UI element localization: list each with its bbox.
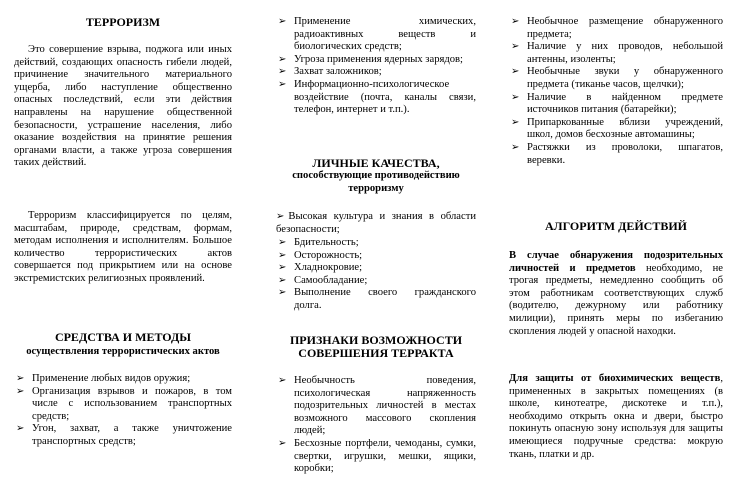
list-item: ➢ Угон, захват, а также уничтожение транспортных средств; — [14, 423, 232, 448]
arrow-bullet-icon: ➢ — [276, 211, 285, 222]
list-item: ➢ Наличие в найденном предмете источников питания (батарейки); — [509, 92, 723, 117]
list-item: ➢ Припаркованные вблизи учреждений, школ, домов бесхозные автомашины; — [509, 117, 723, 142]
list-item: ➢ Осторожность; — [276, 250, 476, 263]
list-item: ➢ Выполнение своего гражданского долга. — [276, 287, 476, 312]
algorithm-title: АЛГОРИТМ ДЕЙСТВИЙ — [544, 219, 688, 233]
terrorism-definition: Это совершение взрыва, поджога или иных действий, создающих опасность гибели людей, причинение значительного материального ущерба, либо наступление общественно опасных последствий, если эти действия направлены на нарушение общественной безопасности, устрашение населения, либо оказание воздействия на принятие решения органами власти, а также угроза совершения таких действий. — [14, 44, 232, 169]
list-item: ➢ Угроза применения ядерных зарядов; — [276, 54, 476, 67]
methods-list — [14, 373, 232, 449]
list-item: ➢ Растяжки из проволоки, шпагатов, веревки. — [509, 142, 723, 167]
list-item: ➢ Наличие у них проводов, небольшой антенны, изоленты; — [509, 41, 723, 66]
algorithm-paragraph-1: В случае обнаружения подозрительных личностей и предметов необходимо, не трогая предметы, немедленно сообщить об этом работникам соответствующих служб (водителю, дежурному или работнику милиции), принять меры по избеганию скопления людей у опасной находки. — [509, 250, 723, 337]
terrorism-classification: Терроризм классифицируется по целям, масштабам, природе, средствам, формам, методам исполнения и исполнителям. Большое количество террористических актов совершается под прикрытием или на основе экстремистских религиозных проявлений. — [14, 210, 232, 284]
signs-title: ПРИЗНАКИ ВОЗМОЖНОСТИ СОВЕРШЕНИЯ ТЕРРАКТА — [289, 333, 463, 360]
list-item: ➢ Необычное размещение обнаруженного предмета; — [509, 16, 723, 41]
terrorism-title: ТЕРРОРИЗМ — [85, 15, 161, 29]
list-item: ➢ Бесхозные портфели, чемоданы, сумки, свертки, игрушки, мешки, ящики, коробки; — [276, 438, 476, 476]
methods-list-continued — [276, 16, 476, 117]
methods-title: СРЕДСТВА И МЕТОДЫ — [54, 330, 192, 344]
list-item: ➢ Применение химических, радиоактивных веществ и биологических средств; — [276, 16, 476, 54]
signs-list-continued — [509, 16, 723, 167]
qualities-subtitle: способствующие противодействию терроризму — [292, 170, 460, 194]
list-item: ➢ Необычность поведения, психологическая напряженность подозрительных личностей в местах возможного массового скопления людей; — [276, 375, 476, 438]
list-item: ➢ Захват заложников; — [276, 66, 476, 79]
list-item: ➢ Организация взрывов и пожаров, в том числе с использованием транспортных средств; — [14, 386, 232, 424]
signs-list — [276, 375, 476, 476]
list-item: ➢ Самообладание; — [276, 275, 476, 288]
methods-subtitle: осуществления террористических актов — [26, 346, 220, 357]
list-item: ➢ Информационно-психологическое воздействие (почта, каналы связи, телефон, интернет и т.п.). — [276, 79, 476, 117]
algorithm-paragraph-2: Для защиты от биохимических веществ, примененных в закрытых помещениях (в школе, кинотеатре, дискотеке и т.п.), необходимо открыть окна и двери, быстро покинуть опасную зону используя для защиты имеющиеся подручные средства: мокрую ткань, платки и др. — [509, 373, 723, 460]
qualities-lead-item: ➢ Высокая культура и знания в области безопасности; — [276, 211, 476, 235]
list-item: ➢ Хладнокровие; — [276, 262, 476, 275]
list-item: ➢ Бдительность; — [276, 237, 476, 250]
list-item: ➢ Применение любых видов оружия; — [14, 373, 232, 386]
list-item: ➢ Необычные звуки у обнаруженного предмета (тиканье часов, щелчки); — [509, 66, 723, 91]
qualities-title: ЛИЧНЫЕ КАЧЕСТВА, — [312, 156, 440, 170]
qualities-list — [276, 237, 476, 313]
